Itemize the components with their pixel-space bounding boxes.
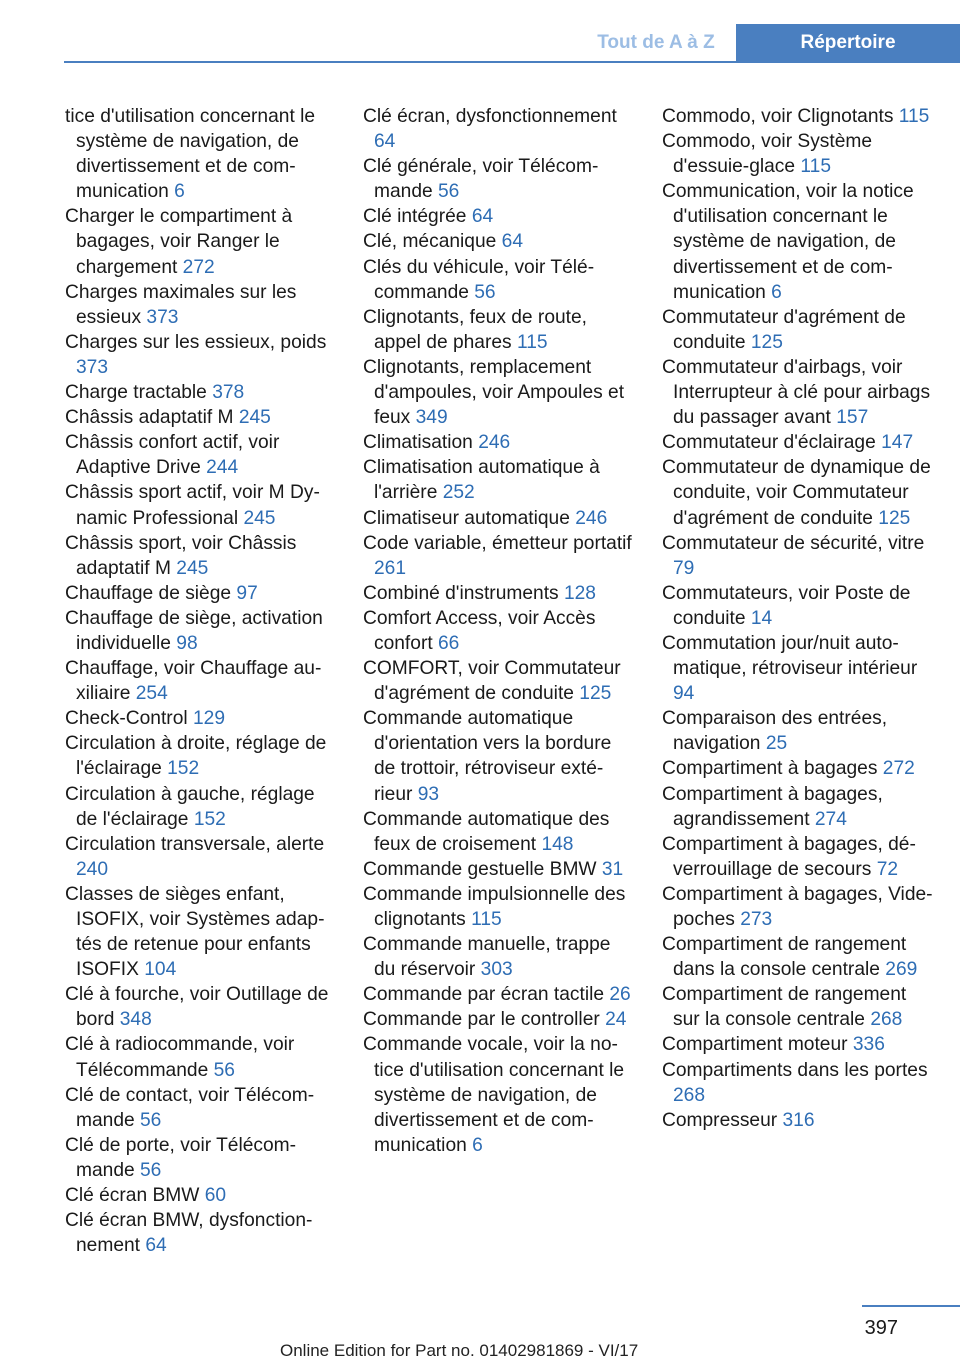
index-entry <box>662 129 934 179</box>
index-entry <box>363 706 635 806</box>
index-entry <box>662 631 934 706</box>
page-reference-link[interactable]: 245 <box>176 557 209 579</box>
index-entry-text: Commande vocale, voir la notice d'utilisation concernant le système de navigation, de divertissement et de communication <box>363 1034 625 1156</box>
index-entry <box>65 531 337 581</box>
index-entry <box>65 1083 337 1133</box>
index-entry-text: Compartiment à bagages <box>662 758 878 780</box>
page-reference-link[interactable]: 6 <box>472 1134 483 1156</box>
index-entry-text: Comparaison des entrées, navigation <box>662 708 888 755</box>
page-reference-link[interactable]: 373 <box>76 356 109 378</box>
index-entry <box>363 154 635 204</box>
index-entry <box>65 380 337 405</box>
index-entry <box>363 982 635 1007</box>
page-reference-link[interactable]: 152 <box>193 808 226 830</box>
index-entry-text: Communication, voir la notice d'utilisation concernant le système de navigation, de divertissement et de communication <box>662 181 914 303</box>
index-entry <box>363 355 635 430</box>
page-header <box>0 24 960 62</box>
page-reference-link[interactable]: 72 <box>876 858 899 880</box>
page-reference-link[interactable]: 64 <box>145 1235 167 1257</box>
page-reference-link[interactable]: 272 <box>882 758 915 780</box>
index-entry-text: Clé écran BMW <box>65 1185 200 1207</box>
index-entry-text: Commande impulsionnelle des clignotants <box>363 883 626 930</box>
page-reference-link[interactable]: 24 <box>605 1009 627 1031</box>
index-entry-text: Circulation à droite, réglage de l'éclairage <box>65 733 327 780</box>
index-entry <box>662 430 934 455</box>
index-entry <box>662 1058 934 1108</box>
page-reference-link[interactable]: 273 <box>740 909 773 930</box>
page-reference-link[interactable]: 378 <box>212 382 245 404</box>
index-entry-text: Charges sur les essieux, poids <box>65 331 327 353</box>
page-reference-link[interactable]: 25 <box>765 733 788 755</box>
index-entry <box>65 832 337 882</box>
page-reference-link[interactable]: 56 <box>438 181 460 203</box>
page-reference-link[interactable]: 336 <box>852 1034 885 1056</box>
index-entry-text: Commutateur de sécurité, vitre <box>662 532 925 554</box>
index-entry <box>363 807 635 857</box>
page-reference-link[interactable]: 125 <box>750 331 783 353</box>
index-entry <box>65 982 337 1032</box>
index-entry-text: Code variable, émetteur portatif <box>363 532 632 554</box>
index-entry <box>363 506 635 531</box>
index-entry-text: Climatisation automatique à l'arrière <box>363 457 600 504</box>
page-reference-link[interactable]: 303 <box>480 959 513 981</box>
footer <box>280 1340 960 1362</box>
index-entry <box>363 305 635 355</box>
index-entry-text: Commande automatique d'orientation vers la bordure de trottoir, rétroviseur extérieur <box>363 708 612 805</box>
index-entry <box>662 782 934 832</box>
page-reference-link[interactable]: 261 <box>374 557 407 579</box>
index-entry-text: Châssis confort actif, voir Adaptive Drive <box>65 432 280 479</box>
page-reference-link[interactable]: 56 <box>474 281 496 303</box>
page-reference-link[interactable]: 60 <box>204 1185 227 1207</box>
index-entry <box>363 455 635 505</box>
index-entry <box>65 480 337 530</box>
index-entry-text: Circulation transversale, alerte <box>65 833 325 855</box>
index-entry-text: Châssis sport actif, voir M Dynamic Professional <box>65 482 320 529</box>
index-entry-text: Commutateur d'agrément de conduite <box>662 306 906 353</box>
page-reference-link[interactable]: 66 <box>438 632 460 654</box>
page-reference-link[interactable]: 246 <box>478 432 511 454</box>
footer-rule <box>862 1305 960 1307</box>
page-reference-link[interactable]: 245 <box>238 407 271 429</box>
index-column-3 <box>662 104 934 1133</box>
index-entry <box>363 1007 635 1032</box>
index-entry-text: Compartiment moteur <box>662 1034 848 1056</box>
index-entry <box>65 706 337 731</box>
index-entry-text: Commodo, voir Clignotants <box>662 106 894 127</box>
index-entry-text: Clignotants, remplacement d'ampoules, voir Ampoules et feux <box>363 356 625 429</box>
index-entry-text: Clé de contact, voir Télécommande <box>65 1084 315 1131</box>
index-entry-text: Climatiseur automatique <box>363 507 570 529</box>
index-entry-text: Commutateur d'airbags, voir Interrupteur à clé pour airbags du passager avant <box>662 356 931 429</box>
index-entry <box>65 1133 337 1183</box>
index-entry-text: Clé écran, dysfonctionnement <box>363 106 617 127</box>
index-entry-text: Circulation à gauche, réglage de l'éclairage <box>65 783 315 830</box>
index-entry-text: Comfort Access, voir Accès confort <box>363 607 596 654</box>
page-reference-link[interactable]: 115 <box>516 331 548 353</box>
page-reference-link[interactable]: 252 <box>442 482 475 504</box>
index-entry-text: Clé générale, voir Télécommande <box>363 156 599 203</box>
page-reference-link[interactable]: 56 <box>140 1159 162 1181</box>
index-entry <box>662 531 934 581</box>
page-reference-link[interactable]: 268 <box>673 1084 706 1106</box>
index-entry-text: Commande par le controller <box>363 1009 600 1031</box>
page-reference-link[interactable]: 64 <box>501 231 524 253</box>
index-entry-text: Commodo, voir Système d'essuie-glace <box>662 131 873 178</box>
index-entry-text: Check-Control <box>65 708 188 730</box>
page-reference-link[interactable]: 79 <box>673 557 695 579</box>
index-entry <box>65 104 337 204</box>
index-entry-text: Clignotants, feux de route, appel de phares <box>363 306 587 353</box>
page-number: 397 <box>864 1317 898 1339</box>
edition-note: Online Edition for Part no. 01402981869 - VI/17 <box>280 1341 639 1360</box>
index-entry-text: Charge tractable <box>65 382 207 404</box>
index-entry-text: Châssis sport, voir Châssis adaptatif M <box>65 532 297 579</box>
index-entry-text: Châssis adaptatif M <box>65 407 234 429</box>
page-reference-link[interactable]: 115 <box>898 106 930 127</box>
index-entry <box>363 606 635 656</box>
page-reference-link[interactable]: 115 <box>471 909 502 930</box>
index-entry <box>363 1032 635 1157</box>
index-entry-text: Compresseur <box>662 1109 778 1131</box>
page-reference-link[interactable]: 272 <box>182 256 215 278</box>
page-reference-link[interactable]: 129 <box>192 708 225 730</box>
index-entry <box>65 280 337 330</box>
index-entry <box>363 531 635 581</box>
index-entry <box>65 782 337 832</box>
index-entry-text: Commutation jour/nuit automatique, rétroviseur intérieur <box>662 632 918 680</box>
index-entry-text: Commande par écran tactile <box>363 984 605 1006</box>
page-reference-link[interactable]: 125 <box>878 507 911 529</box>
page-reference-link[interactable]: 94 <box>673 683 695 705</box>
page-reference-link[interactable]: 64 <box>471 206 494 228</box>
page-reference-link[interactable]: 6 <box>174 181 185 203</box>
index-entry-text: Clés du véhicule, voir Télécommande <box>363 256 595 303</box>
page-reference-link[interactable]: 274 <box>814 808 847 830</box>
index-entry <box>65 1208 337 1258</box>
index-entry-text: Chauffage de siège, activation individuelle <box>65 607 323 654</box>
index-entry-text: Clé à radiocommande, voir Télécommande <box>65 1034 295 1081</box>
page-reference-link[interactable]: 240 <box>76 858 109 880</box>
index-entry <box>65 1183 337 1208</box>
index-entry <box>662 1032 934 1057</box>
page-reference-link[interactable]: 14 <box>750 607 773 629</box>
index-entry <box>662 882 934 932</box>
page-reference-link[interactable]: 148 <box>541 833 574 855</box>
index-entry <box>65 430 337 480</box>
page-reference-link[interactable]: 316 <box>782 1109 815 1131</box>
index-entry-text: Commande manuelle, trappe du réservoir <box>363 934 611 981</box>
index-entry-text: Clé de porte, voir Télécommande <box>65 1134 297 1181</box>
index-entry <box>363 932 635 982</box>
index-entry-text: Clé, mécanique <box>363 231 497 253</box>
index-entry <box>662 756 934 781</box>
index-entry-text: Chauffage de siège <box>65 582 232 604</box>
index-entry <box>65 405 337 430</box>
page-reference-link[interactable]: 31 <box>601 858 624 880</box>
index-entry <box>662 104 934 129</box>
index-entry <box>363 430 635 455</box>
index-entry-text: Clé à fourche, voir Outillage de bord <box>65 984 329 1031</box>
page-reference-link[interactable]: 373 <box>146 306 179 328</box>
index-entry-text: Charger le compartiment à bagages, voir Ranger le chargement <box>65 206 293 278</box>
index-entry <box>662 982 934 1032</box>
index-entry-text: Commande automatique des feux de croisement <box>363 808 610 855</box>
index-entry-text: Commutateurs, voir Poste de conduite <box>662 582 911 629</box>
index-entry <box>65 606 337 656</box>
page-reference-link[interactable]: 104 <box>144 959 177 981</box>
index-entry <box>65 330 337 380</box>
index-entry <box>662 706 934 756</box>
page-reference-link[interactable]: 152 <box>167 758 200 780</box>
index-entry-text: tice d'utilisation concernant le système de navigation, de divertissement et de communication <box>65 106 316 203</box>
index-entry <box>65 581 337 606</box>
index-entry-text: Commutateur d'éclairage <box>662 432 876 454</box>
page-reference-link[interactable]: 93 <box>417 783 440 805</box>
page-reference-link[interactable]: 56 <box>140 1109 162 1131</box>
index-entry-text: Compartiment de rangement dans la console centrale <box>662 934 907 981</box>
index-entry <box>662 355 934 430</box>
index-entry-text: COMFORT, voir Commutateur d'agrément de conduite <box>363 658 621 705</box>
index-entry-text: Compartiments dans les portes <box>662 1059 928 1081</box>
index-entry-text: Commutateur de dynamique de conduite, voir Commutateur d'agrément de conduite <box>662 457 931 529</box>
index-entry-text: Combiné d'instruments <box>363 582 559 604</box>
page-reference-link[interactable]: 254 <box>135 683 168 705</box>
index-entry-text: Chauffage, voir Chauffage auxiliaire <box>65 658 322 705</box>
page-reference-link[interactable]: 349 <box>415 407 448 429</box>
page-reference-link[interactable]: 6 <box>771 281 782 303</box>
index-entry-text: Charges maximales sur les essieux <box>65 281 297 328</box>
index-entry-text: Compartiment à bagages, déverrouillage de secours <box>662 833 916 880</box>
index-entry <box>65 1032 337 1082</box>
index-entry <box>363 656 635 706</box>
index-entry <box>65 731 337 781</box>
tab-a-to-z[interactable]: Tout de A à Z <box>597 32 715 53</box>
page-reference-link[interactable]: 128 <box>563 582 596 604</box>
page-reference-link[interactable]: 246 <box>575 507 608 529</box>
index-entry-text: Compartiment de rangement sur la console centrale <box>662 984 907 1031</box>
index-entry <box>662 179 934 304</box>
index-entry <box>662 832 934 882</box>
index-entry <box>363 104 635 154</box>
index-entry <box>363 882 635 932</box>
page-reference-link[interactable]: 56 <box>213 1059 235 1081</box>
index-entry <box>65 656 337 706</box>
page-reference-link[interactable]: 115 <box>800 156 831 178</box>
index-entry <box>662 581 934 631</box>
index-entry <box>662 932 934 982</box>
index-entry <box>363 229 635 254</box>
index-entry <box>363 255 635 305</box>
index-entry <box>363 857 635 882</box>
index-entry-text: Climatisation <box>363 432 473 454</box>
page-reference-link[interactable]: 26 <box>609 984 631 1006</box>
page-reference-link[interactable]: 98 <box>176 632 198 654</box>
header-rule <box>64 61 960 63</box>
index-entry-text: Clé intégrée <box>363 206 467 228</box>
index-entry-text: Classes de sièges enfant, ISOFIX, voir Systèmes adaptés de retenue pour enfants ISOFIX <box>65 883 325 981</box>
page-reference-link[interactable]: 244 <box>206 457 239 479</box>
index-entry-text: Compartiment à bagages, agrandissement <box>662 783 883 830</box>
page-reference-link[interactable]: 348 <box>119 1009 152 1031</box>
index-entry <box>662 455 934 530</box>
index-column-1 <box>65 104 337 1258</box>
index-column-2 <box>363 104 635 1158</box>
page-reference-link[interactable]: 268 <box>870 1009 903 1031</box>
index-entry <box>363 581 635 606</box>
index-entry <box>662 305 934 355</box>
page-reference-link[interactable]: 147 <box>881 432 914 454</box>
page-reference-link[interactable]: 97 <box>236 582 258 604</box>
page-reference-link[interactable]: 157 <box>836 407 869 429</box>
index-entry <box>662 1108 934 1133</box>
index-entry-text: Commande gestuelle BMW <box>363 858 597 880</box>
index-entry <box>363 204 635 229</box>
page-reference-link[interactable]: 269 <box>885 959 918 981</box>
index-entry-text: Compartiment à bagages, Vide-poches <box>662 883 933 930</box>
index-entry <box>65 204 337 279</box>
tab-index[interactable]: Répertoire <box>736 24 960 62</box>
page-reference-link[interactable]: 125 <box>579 683 612 705</box>
page-reference-link[interactable]: 245 <box>243 507 276 529</box>
index-entry <box>65 882 337 982</box>
page-reference-link[interactable]: 64 <box>374 131 396 153</box>
index-entry-text: Clé écran BMW, dysfonctionnement <box>65 1210 313 1257</box>
